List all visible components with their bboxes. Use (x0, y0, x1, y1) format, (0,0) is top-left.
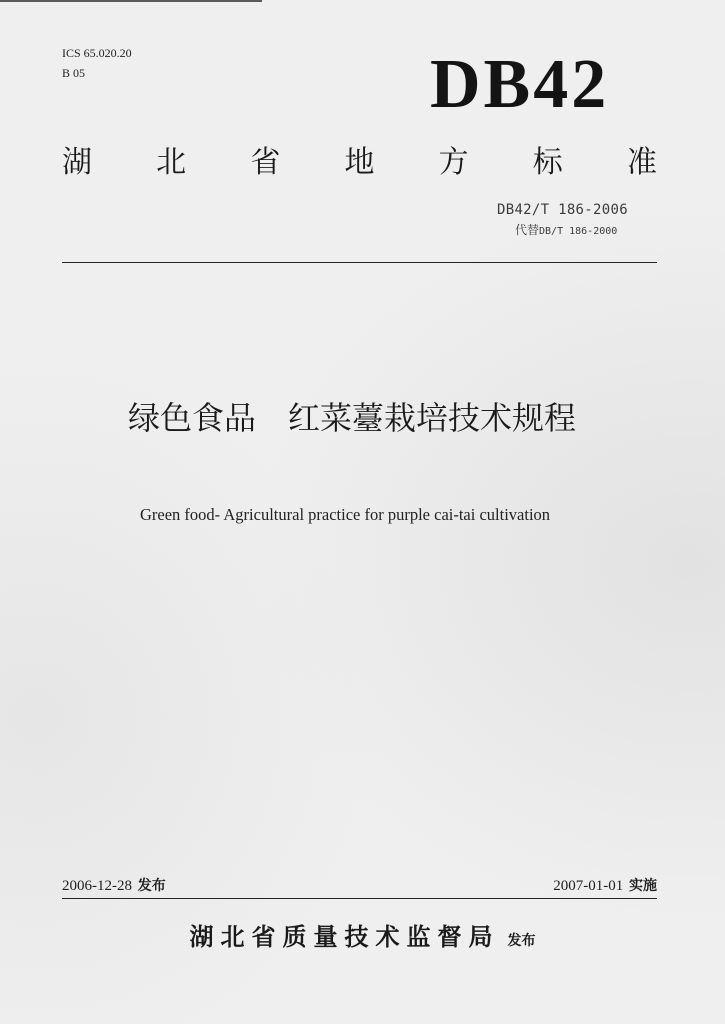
bottom-divider (62, 898, 657, 899)
standard-type-char: 准 (626, 145, 657, 180)
issuer-name: 湖北省质量技术监督局 (189, 923, 500, 951)
chinese-title-part1: 绿色食品 (128, 399, 257, 437)
standard-type-heading (62, 146, 657, 180)
standard-type-char: 湖 (62, 145, 92, 180)
english-title: Green food- Agricultural practice for purple cai-tai cultivation (140, 505, 551, 524)
issue-date: 2006-12-28 (62, 878, 132, 894)
standard-type-char: 北 (156, 145, 187, 180)
ccs-code: B 05 (62, 66, 86, 80)
standard-type-char: 省 (250, 145, 281, 180)
implement-label: 实施 (629, 878, 657, 894)
standard-code-badge: DB42 (430, 46, 610, 123)
issuer-suffix: 发布 (507, 933, 536, 949)
issuer-line (0, 922, 725, 952)
replaces-prefix: 代替 (515, 223, 540, 237)
ics-code: ICS 65.020.20 (62, 46, 132, 60)
standard-type-char: 地 (344, 145, 375, 180)
standard-type-char: 方 (438, 145, 469, 180)
replaced-standard-number: DB/T 186-2000 (539, 226, 618, 237)
standard-number: DB42/T 186-2006 (497, 202, 628, 218)
scan-edge-artifact (0, 0, 262, 2)
standard-type-char: 标 (532, 145, 563, 180)
chinese-title (128, 399, 576, 437)
issue-label: 发布 (137, 878, 166, 894)
implement-date-line (553, 877, 657, 895)
implement-date: 2007-01-01 (553, 878, 624, 894)
issue-date-line (62, 877, 166, 895)
replaces-note (515, 223, 617, 239)
chinese-title-part2: 红菜薹栽培技术规程 (288, 399, 577, 437)
top-divider (62, 262, 657, 263)
